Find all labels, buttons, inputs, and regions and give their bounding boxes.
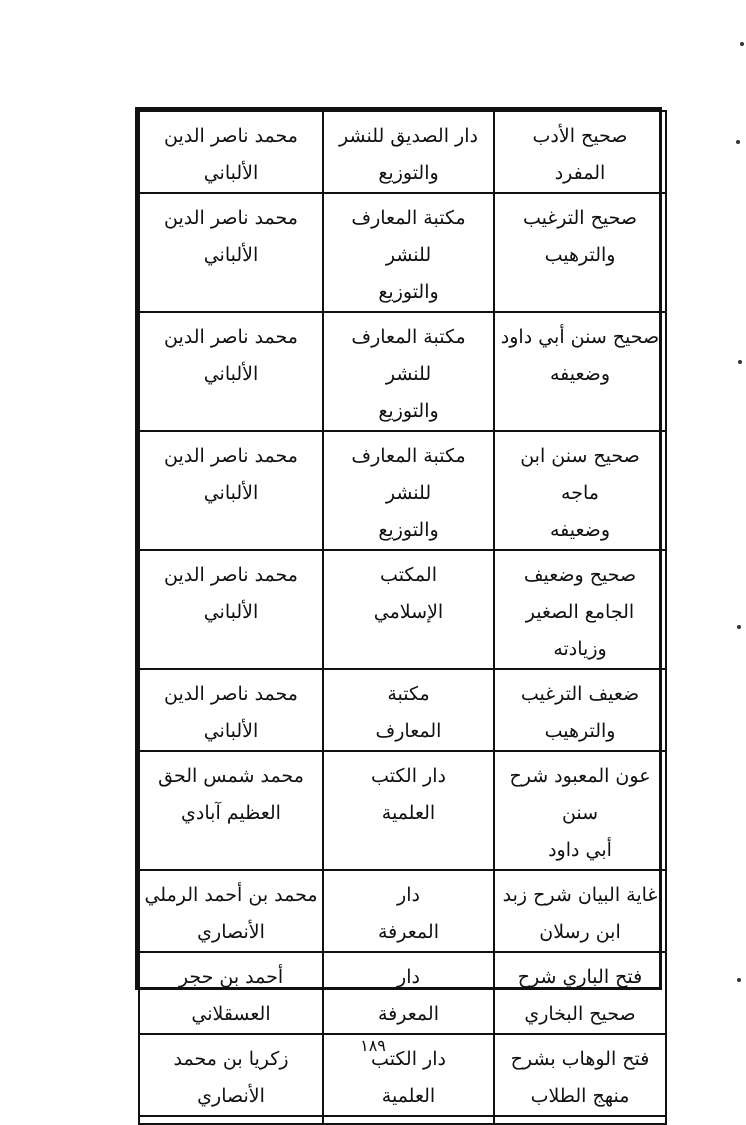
author-cell: محمد ناصر الدين الألباني [139, 550, 323, 669]
author-cell: أحمد بن حجر العسقلاني [139, 952, 323, 1034]
table-row [139, 312, 666, 431]
publisher-cell: المكتب الإسلامي [323, 550, 494, 669]
table-row [139, 952, 666, 1034]
table-row [139, 870, 666, 952]
page-number: ١٨٩ [360, 1036, 386, 1055]
book-title-cell: فتح الباري شرح صحيح البخاري [494, 952, 666, 1034]
author-cell: محمد ناصر الدين الألباني [139, 669, 323, 751]
book-title-cell: فتح الوهاب بشرح منهج الطلاب [494, 1034, 666, 1116]
publisher-cell: دار المعرفة [323, 870, 494, 952]
book-title-cell: ضعيف الترغيب والترهيب [494, 669, 666, 751]
book-title-cell: عون المعبود شرح سنن أبي داود [494, 751, 666, 870]
scan-speck [737, 625, 741, 629]
author-cell: زكريا بن محمد الأنصاري [139, 1034, 323, 1116]
publisher-cell: دار الكتب العلمية [323, 751, 494, 870]
table-row [139, 550, 666, 669]
author-cell: محمد بن أحمد الرملي الأنصاري [139, 870, 323, 952]
author-cell: محمد ناصر الدين الألباني [139, 193, 323, 312]
book-title-cell: صحيح الأدب المفرد [494, 111, 666, 193]
table-row [139, 431, 666, 550]
publisher-cell: دار الصديق للنشر والتوزيع [323, 111, 494, 193]
empty-table-row [139, 1116, 666, 1124]
publisher-cell: دار الكتب العلمية [323, 1034, 494, 1116]
author-cell: محمد شمس الحق العظيم آبادي [139, 751, 323, 870]
author-cell: محمد ناصر الدين الألباني [139, 312, 323, 431]
author-cell: محمد ناصر الدين الألباني [139, 111, 323, 193]
publisher-cell: مكتبة المعارف للنشر والتوزيع [323, 431, 494, 550]
book-title-cell: صحيح سنن ابن ماجه وضعيفه [494, 431, 666, 550]
table-row [139, 193, 666, 312]
publisher-cell: مكتبة المعارف للنشر والتوزيع [323, 312, 494, 431]
author-cell: محمد ناصر الدين الألباني [139, 431, 323, 550]
scan-speck [736, 140, 740, 144]
book-title-cell: صحيح وضعيف الجامع الصغير وزيادته [494, 550, 666, 669]
book-title-cell: صحيح الترغيب والترهيب [494, 193, 666, 312]
table-row [139, 751, 666, 870]
book-title-cell: صحيح سنن أبي داود وضعيفه [494, 312, 666, 431]
table-row [139, 111, 666, 193]
empty-cell [494, 1116, 666, 1124]
empty-cell [139, 1116, 323, 1124]
scan-speck [737, 978, 741, 982]
references-table [138, 110, 667, 1125]
scan-speck [740, 42, 744, 46]
empty-cell [323, 1116, 494, 1124]
publisher-cell: دار المعرفة [323, 952, 494, 1034]
table-row [139, 669, 666, 751]
scan-speck [738, 360, 742, 364]
publisher-cell: مكتبة المعارف [323, 669, 494, 751]
publisher-cell: مكتبة المعارف للنشر والتوزيع [323, 193, 494, 312]
book-title-cell: غاية البيان شرح زبد ابن رسلان [494, 870, 666, 952]
